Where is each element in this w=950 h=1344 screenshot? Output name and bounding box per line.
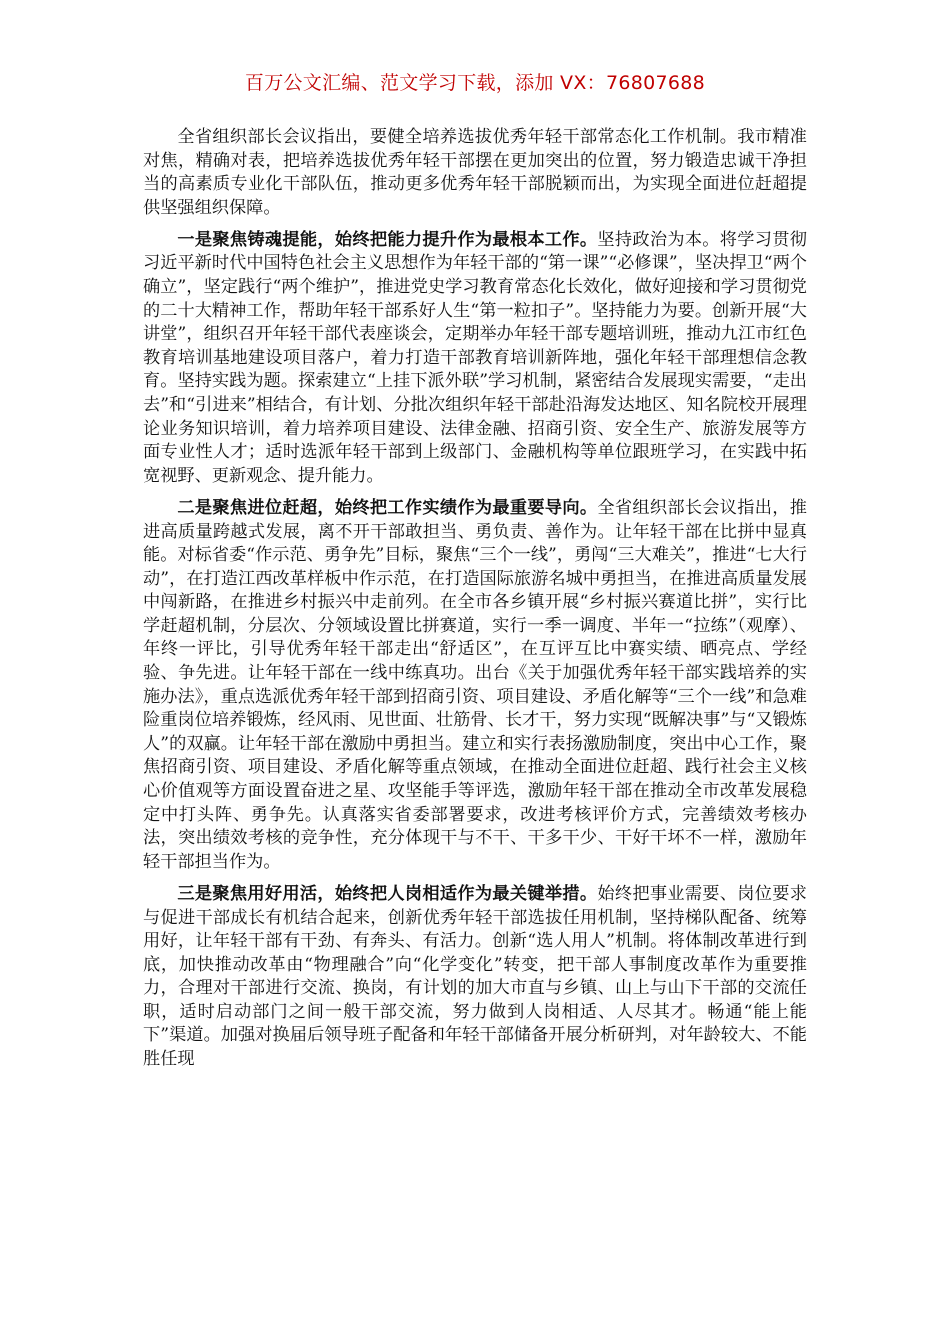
section-two-paragraph: [143, 497, 807, 875]
paragraph-text: 全省组织部长会议指出，推进高质量跨越式发展，离不开干部敢担当、勇负责、善作为。让年轻干部在比拼中显真能。对标省委“作示范、勇争先”目标，聚焦“三个一线”，勇闯“三大难关”，推进“七大行动”，在打造江西改革样板中作示范，在打造国际旅游名城中勇担当，在推进高质量发展中闯新路，在推进乡村振兴中走前列。在全市各乡镇开展“乡村振兴赛道比拼”，实行比学赶超机制，分层次、分领域设置比拼赛道，实行一季一调度、半年一“拉练”（观摩）、年终一评比，引导优秀年轻干部走出“舒适区”，在互评互比中赛实绩、晒亮点、学经验、争先进。让年轻干部在一线中练真功。出台《关于加强优秀年轻干部实践培养的实施办法》，重点选派优秀年轻干部到招商引资、项目建设、矛盾化解等“三个一线”和急难险重岗位培养锻炼，经风雨、见世面、壮筋骨、长才干，努力实现“既解决事”与“又锻炼人”的双赢。让年轻干部在激励中勇担当。建立和实行表扬激励制度，突出中心工作，聚焦招商引资、项目建设、矛盾化解等重点领域，在推动全面进位赶超、践行社会主义核心价值观等方面设置奋进之星、攻坚能手等评选，激励年轻干部在推动全市改革发展稳定中打头阵、勇争先。认真落实省委部署要求，改进考核评价方式，完善绩效考核办法，突出绩效考核的竞争性，充分体现干与不干、干多干少、干好干坏不一样，激励年轻干部担当作为。: [143, 497, 807, 872]
paragraph-lead: 三是聚焦用好用活，始终把人岗相适作为最关键举措。: [177, 883, 598, 904]
paragraph-text: 全省组织部长会议指出，要健全培养选拔优秀年轻干部常态化工作机制。我市精准对焦，精确对表，把培养选拔优秀年轻干部摆在更加突出的位置，努力锻造忠诚干净担当的高素质专业化干部队伍，推动更多优秀年轻干部脱颖而出，为实现全面进位赶超提供坚强组织保障。: [143, 127, 807, 218]
paragraph-lead: 一是聚焦铸魂提能，始终把能力提升作为最根本工作。: [177, 229, 598, 250]
paragraph-text: 坚持政治为本。将学习贯彻习近平新时代中国特色社会主义思想作为年轻干部的“第一课”“必修课”，坚决捍卫“两个确立”，坚定践行“两个维护”，推进党史学习教育常态化长效化，做好迎接和学习贯彻党的二十大精神工作，帮助年轻干部系好人生“第一粒扣子”。坚持能力为要。创新开展“大讲堂”，组织召开年轻干部代表座谈会，定期举办年轻干部专题培训班，推动九江市红色教育培训基地建设项目落户，着力打造干部教育培训新阵地，强化年轻干部理想信念教育。坚持实践为题。探索建立“上挂下派外联”学习机制，紧密结合发展现实需要，“走出去”和“引进来”相结合，有计划、分批次组织年轻干部赴沿海发达地区、知名院校开展理论业务知识培训，着力培养项目建设、法律金融、招商引资、安全生产、旅游发展等方面专业性人才；适时选派年轻干部到上级部门、金融机构等单位跟班学习，在实践中拓宽视野、更新观念、提升能力。: [143, 229, 807, 486]
paragraph-text: 始终把事业需要、岗位要求与促进干部成长有机结合起来，创新优秀年轻干部选拔任用机制，坚持梯队配备、统筹用好，让年轻干部有干劲、有奔头、有活力。创新“选人用人”机制。将体制改革进行到底，加快推动改革由“物理融合”向“化学变化”转变，把干部人事制度改革作为重要推力，合理对干部进行交流、换岗，有计划的加大市直与乡镇、山上与山下干部的交流任职，适时启动部门之间一般干部交流，努力做到人岗相适、人尽其才。畅通“能上能下”渠道。加强对换届后领导班子配备和年轻干部储备开展分析研判，对年龄较大、不能胜任现: [143, 883, 807, 1070]
document-body: [143, 126, 807, 1080]
intro-paragraph: [143, 126, 807, 220]
section-three-paragraph: [143, 883, 807, 1072]
paragraph-lead: 二是聚焦进位赶超，始终把工作实绩作为最重要导向。: [177, 497, 598, 518]
page-header-banner: 百万公文汇编、范文学习下载，添加 VX：76807688: [244, 72, 706, 94]
section-one-paragraph: [143, 229, 807, 489]
